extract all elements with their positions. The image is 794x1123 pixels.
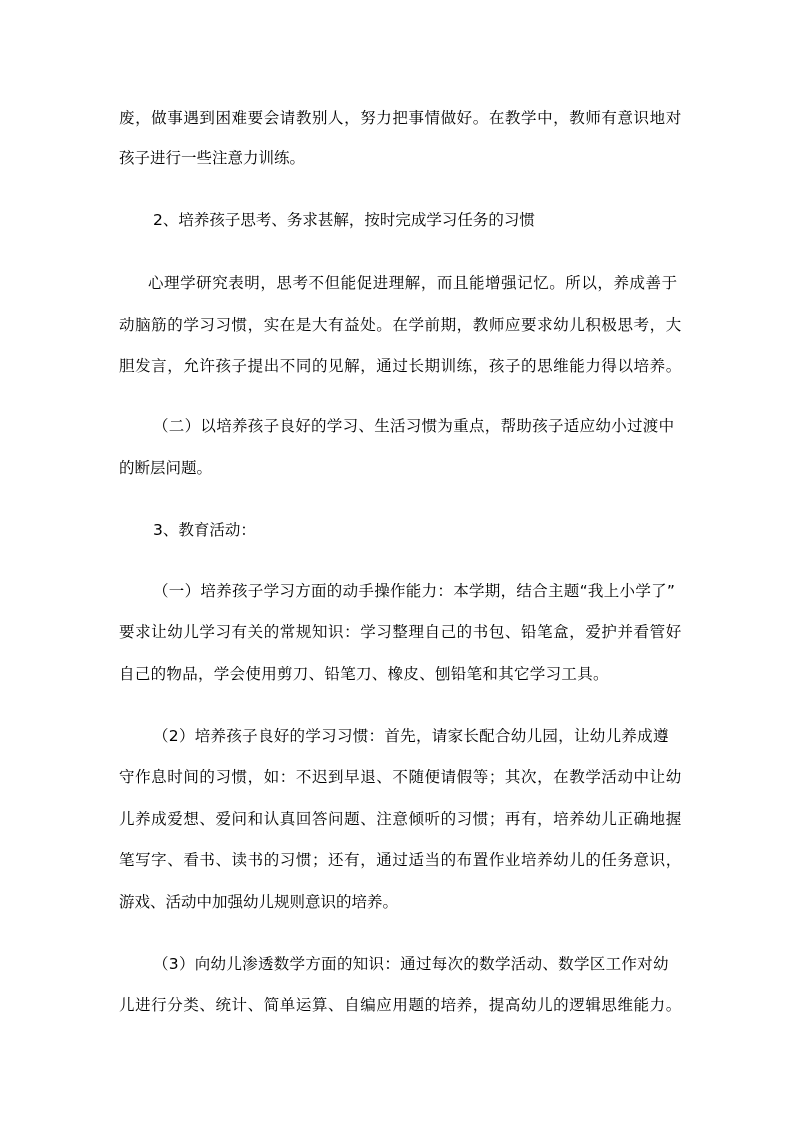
text-span: 的断层问题。 [119,459,213,477]
text-span: 笔写字、看书、读书的习惯；还有，通过适当的布置作业培养幼儿的任务意识， [119,851,682,869]
text-span: 自己的物品，学会使用剪刀、铅笔刀、橡皮、刨铅笔和其它学习工具。 [119,665,609,683]
text-span: 胆发言，允许孩子提出不同的见解，通过长期训练，孩子的思维能力得以培养。 [119,357,682,375]
text-span: 心理学研究表明，思考不但能促进理解，而且能增强记忆。所以，养成善于 [148,274,678,292]
text-span: 儿养成爱想、爱问和认真回答问题、注意倾听的习惯；再有，培养幼儿正确地握 [119,810,682,828]
text-span: 要求让幼儿学习有关的常规知识：学习整理自己的书包、铅笔盒，爱护并看管好 [119,623,682,641]
text-span: 2、培养孩子思考、务求甚解，按时完成学习任务的习惯 [153,211,535,229]
text-span: 儿进行分类、统计、简单运算、自编应用题的培养，提高幼儿的逻辑思维能力。 [119,996,682,1014]
text-span: 3、教育活动： [153,521,256,539]
text-span: （2）培养孩子良好的学习习惯：首先，请家长配合幼儿园，让幼儿养成遵 [153,727,669,745]
text-span: （二）以培养孩子良好的学习、生活习惯为重点，帮助孩子适应幼小过渡中 [153,417,675,435]
text-span: 游戏、活动中加强幼儿规则意识的培养。 [119,893,399,911]
text-span: （3）向幼儿渗透数学方面的知识：通过每次的数学活动、数学区工作对幼 [153,955,669,973]
text-span: （一）培养孩子学习方面的动手操作能力：本学期，结合主题“我上小学了” [153,582,676,600]
text-span: 动脑筋的学习习惯，实在是大有益处。在学前期，教师应要求幼儿积极思考，大 [119,316,682,334]
text-span: 守作息时间的习惯，如：不迟到早退、不随便请假等；其次，在教学活动中让幼 [119,768,682,786]
text-span: 废，做事遇到困难要会请教别人，努力把事情做好。在教学中，教师有意识地对 [119,109,682,127]
text-span: 孩子进行一些注意力训练。 [119,149,306,167]
